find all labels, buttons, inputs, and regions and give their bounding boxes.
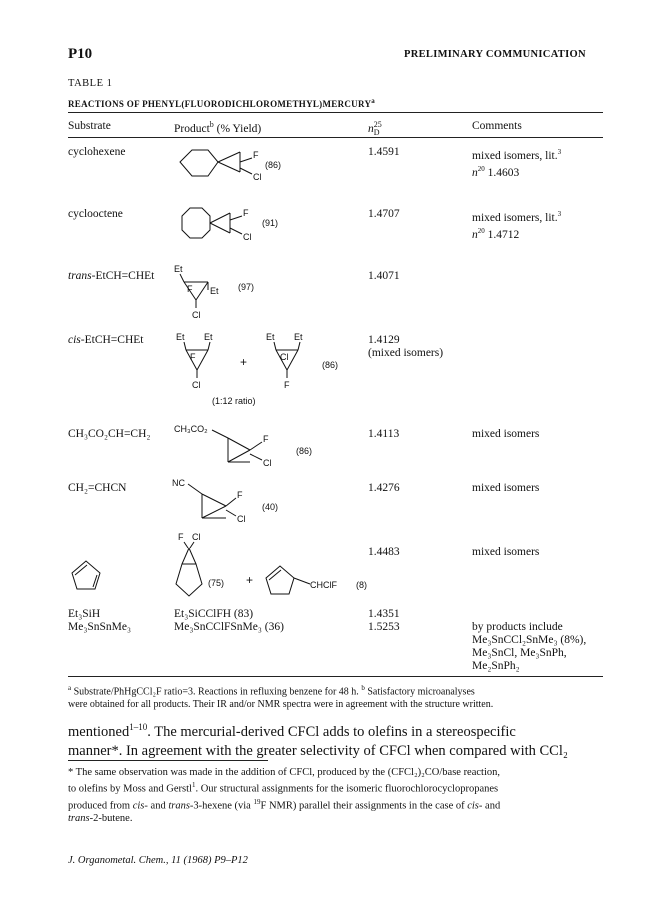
col-nd: $n^{25}_D$ [368, 120, 382, 138]
structure-cyclohexene-adduct [170, 140, 290, 190]
svg-text:(91): (91) [262, 218, 279, 228]
nd-cyclohexene: 1.4591 [368, 146, 400, 158]
structure-cyclooctene-adduct [170, 200, 290, 255]
nd-acrylonitrile: 1.4276 [368, 482, 400, 494]
svg-text:Cl: Cl [280, 352, 289, 362]
svg-text:Cl: Cl [192, 532, 201, 542]
svg-text:Cl: Cl [192, 380, 201, 390]
svg-text:+: + [240, 355, 248, 369]
product-silane: Et₃SiCClFH (83) Me₃SnCClFSnMe₃ (36) [174, 608, 284, 633]
table-header-rule [68, 137, 603, 138]
nd-cyclooctene: 1.4707 [368, 208, 400, 220]
structure-bicyclic-products [160, 530, 390, 605]
svg-text:Et: Et [174, 264, 183, 274]
table-footnote: $^a$ Substrate/PhHgCCl₂F ratio=3. Reactions in refluxing benzene for 48 h. $^b$ Satisfactory microanalyses were obtained for all products. Their IR and/or NMR spectra were in agreement with the structure written. [68, 684, 494, 711]
structure-nitrile-adduct [170, 474, 310, 529]
svg-text:F: F [243, 208, 249, 218]
svg-text:Cl: Cl [243, 232, 252, 242]
svg-text:(86): (86) [265, 160, 282, 170]
svg-text:CH₃CO₂: CH₃CO₂ [174, 424, 208, 434]
svg-text:F: F [284, 380, 290, 390]
svg-text:Cl: Cl [263, 458, 272, 468]
comment-cyclooctene: mixed isomers, lit.$^3$ $n^{20}$ 1.4712 [472, 210, 562, 241]
substrate-trans-hexene: trans-EtCH=CHEt [68, 270, 155, 282]
svg-text:(86): (86) [322, 360, 339, 370]
svg-text:F: F [237, 490, 243, 500]
svg-text:+: + [246, 573, 254, 587]
svg-text:Et: Et [204, 332, 213, 342]
star-footnote: * The same observation was made in the addition of CFCl, produced by the (CFCl₂)₂CO/base reaction, to olefins by Moss and Gerstl$^1$. Our structural assignments for the isomeric fluorochlorocyclopropanes produced from cis- and trans-3-hexene (via $^{19}$F NMR) parallel their assignments in the case of cis- and trans-2-butene. [68, 767, 501, 824]
svg-text:(8): (8) [356, 580, 367, 590]
table-top-rule [68, 112, 603, 113]
substrate-silane: Et₃SiH Me₃SnSnMe₃ [68, 608, 131, 633]
svg-text:(97): (97) [238, 282, 255, 292]
svg-text:(86): (86) [296, 446, 313, 456]
svg-text:F: F [187, 284, 193, 294]
substrate-cyclohexene: cyclohexene [68, 146, 126, 158]
journal-citation: J. Organometal. Chem., 11 (1968) P9–P12 [68, 855, 248, 866]
comment-cyclohexene: mixed isomers, lit.$^3$ $n^{20}$ 1.4603 [472, 148, 562, 179]
nd-silane: 1.4351 1.5253 [368, 608, 400, 633]
body-paragraph: mentioned$^{1-10}$. The mercurial-derived CFCl adds to olefins in a stereospecific manner*. In agreement with the greater selectivity of CFCl when compared with CCl₂ [68, 722, 568, 759]
structure-cis-adducts [170, 328, 370, 418]
table-bottom-rule [68, 676, 603, 677]
svg-text:Cl: Cl [237, 514, 246, 524]
comment-acrylonitrile: mixed isomers [472, 482, 540, 494]
comment-cyclopentadiene: mixed isomers [472, 546, 540, 558]
col-substrate: Substrate [68, 120, 111, 132]
svg-text:Et: Et [266, 332, 275, 342]
nd-vinyl-acetate: 1.4113 [368, 428, 400, 440]
svg-text:Et: Et [294, 332, 303, 342]
comment-vinyl-acetate: mixed isomers [472, 428, 540, 440]
structure-cyclopentene-substrate [62, 555, 112, 600]
col-product: Product$^b$ (% Yield) [174, 120, 262, 135]
svg-text:NC: NC [172, 478, 185, 488]
col-comments: Comments [472, 120, 522, 132]
substrate-acrylonitrile: CH₂=CHCN [68, 482, 127, 494]
substrate-cis-hexene: cis-EtCH=CHEt [68, 334, 144, 346]
svg-text:F: F [190, 352, 196, 362]
table-label: TABLE 1 [68, 78, 113, 89]
svg-text:Et: Et [210, 286, 219, 296]
nd-cis: 1.4129 (mixed isomers) [368, 334, 444, 359]
svg-text:(75): (75) [208, 578, 225, 588]
footnote-rule [68, 760, 268, 761]
nd-cyclopentadiene: 1.4483 [368, 546, 400, 558]
table-title: REACTIONS OF PHENYL(FLUORODICHLOROMETHYL)MERCURY$^a$ [68, 97, 376, 109]
structure-acetate-adduct [170, 420, 330, 470]
svg-text:CHClF: CHClF [310, 580, 337, 590]
svg-text:F: F [253, 150, 259, 160]
structure-trans-adduct [170, 260, 280, 320]
svg-text:(40): (40) [262, 502, 279, 512]
comment-byproducts: by products include Me₃SnCCl₂SnMe₃ (8%), Me₃SnCl, Me₃SnPh, Me₂SnPh₂ [472, 621, 587, 672]
svg-text:Cl: Cl [253, 172, 262, 182]
svg-text:(1:12 ratio): (1:12 ratio) [212, 396, 256, 406]
nd-trans: 1.4071 [368, 270, 400, 282]
svg-text:Et: Et [176, 332, 185, 342]
page-number: P10 [68, 46, 93, 62]
substrate-cyclooctene: cyclooctene [68, 208, 123, 220]
svg-text:F: F [178, 532, 184, 542]
running-head: PRELIMINARY COMMUNICATION [404, 49, 586, 60]
substrate-vinyl-acetate: CH₃CO₂CH=CH₂ [68, 428, 151, 440]
svg-text:Cl: Cl [192, 310, 201, 320]
svg-text:F: F [263, 434, 269, 444]
